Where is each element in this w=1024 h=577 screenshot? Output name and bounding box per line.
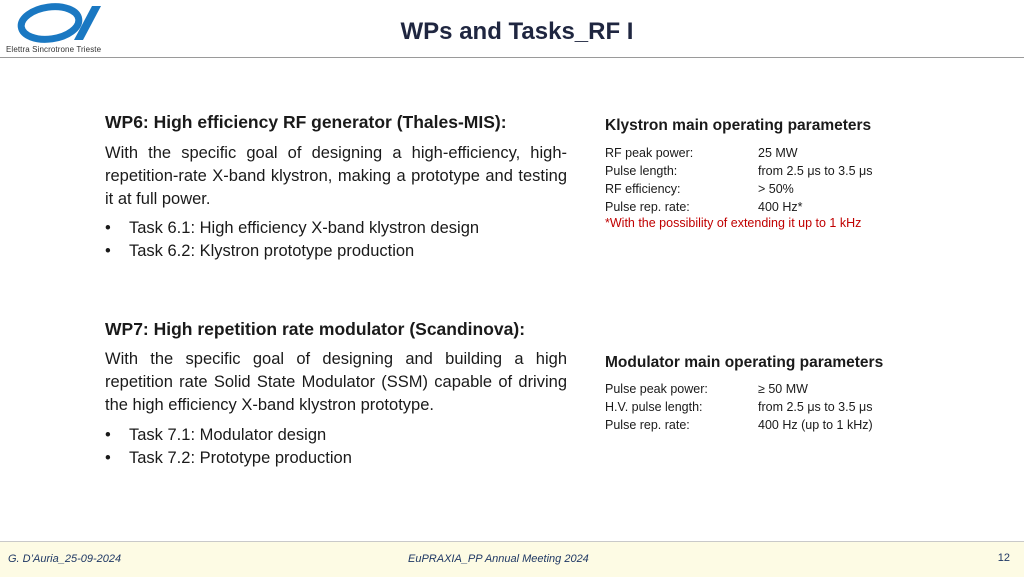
- wp7-description: With the specific goal of designing and building a high repetition rate Solid State Modulator (SSM) capable of driving the high efficiency X-band klystron prototype.: [105, 350, 567, 414]
- wp6-description: With the specific goal of designing a high-efficiency, high-repetition-rate X-band klystron, making a prototype and testing it at full power.: [105, 144, 567, 208]
- param-value: from 2.5 μs to 3.5 μs: [758, 400, 873, 414]
- param-name: Pulse rep. rate:: [605, 200, 690, 214]
- param-value: 400 Hz (up to 1 kHz): [758, 418, 873, 432]
- modulator-params-title: Modulator main operating parameters: [605, 354, 884, 371]
- klystron-params-title: Klystron main operating parameters: [605, 117, 872, 134]
- param-name: Pulse peak power:: [605, 382, 708, 396]
- param-value: 400 Hz*: [758, 200, 803, 214]
- param-row: [605, 144, 872, 162]
- logo-text: Elettra Sincrotrone Trieste: [6, 45, 102, 54]
- bullet-icon: •: [105, 426, 111, 444]
- param-row: [605, 198, 872, 216]
- footer-author-date: G. D’Auria_25-09-2024: [8, 553, 122, 565]
- wp7-task-list: [105, 424, 352, 470]
- page-number: 12: [997, 552, 1010, 564]
- task-label: Task 7.1: Modulator design: [129, 426, 327, 444]
- page-title: WPs and Tasks_RF I: [400, 18, 634, 45]
- param-value: 25 MW: [758, 146, 798, 160]
- bullet-icon: •: [105, 219, 111, 237]
- param-row: [605, 162, 872, 180]
- wp7-heading: WP7: High repetition rate modulator (Scandinova):: [105, 319, 526, 339]
- bullet-icon: •: [105, 449, 111, 467]
- wp6-heading: WP6: High efficiency RF generator (Thales-MIS):: [105, 112, 507, 132]
- list-item: [105, 424, 352, 447]
- klystron-params-table: [605, 144, 872, 216]
- list-item: [105, 240, 479, 263]
- klystron-params-note: *With the possibility of extending it up to 1 kHz: [605, 216, 862, 230]
- param-name: RF efficiency:: [605, 182, 681, 196]
- param-name: Pulse rep. rate:: [605, 418, 690, 432]
- param-row: [605, 416, 873, 434]
- param-row: [605, 380, 873, 398]
- param-name: H.V. pulse length:: [605, 400, 703, 414]
- bullet-icon: •: [105, 242, 111, 260]
- param-row: [605, 180, 872, 198]
- header-divider: [0, 57, 1024, 58]
- param-name: Pulse length:: [605, 164, 678, 178]
- footer-meeting: EuPRAXIA_PP Annual Meeting 2024: [408, 553, 589, 565]
- param-row: [605, 398, 873, 416]
- wp6-task-list: [105, 217, 479, 263]
- list-item: [105, 447, 352, 470]
- param-value: > 50%: [758, 182, 794, 196]
- task-label: Task 7.2: Prototype production: [129, 449, 352, 467]
- task-label: Task 6.2: Klystron prototype production: [129, 242, 415, 260]
- param-value: from 2.5 μs to 3.5 μs: [758, 164, 873, 178]
- slide-header: [0, 0, 1024, 58]
- modulator-params-table: [605, 380, 873, 434]
- list-item: [105, 217, 479, 240]
- slide-footer: [0, 541, 1024, 577]
- param-name: RF peak power:: [605, 146, 694, 160]
- task-label: Task 6.1: High efficiency X-band klystron design: [129, 219, 480, 237]
- param-value: ≥ 50 MW: [758, 382, 808, 396]
